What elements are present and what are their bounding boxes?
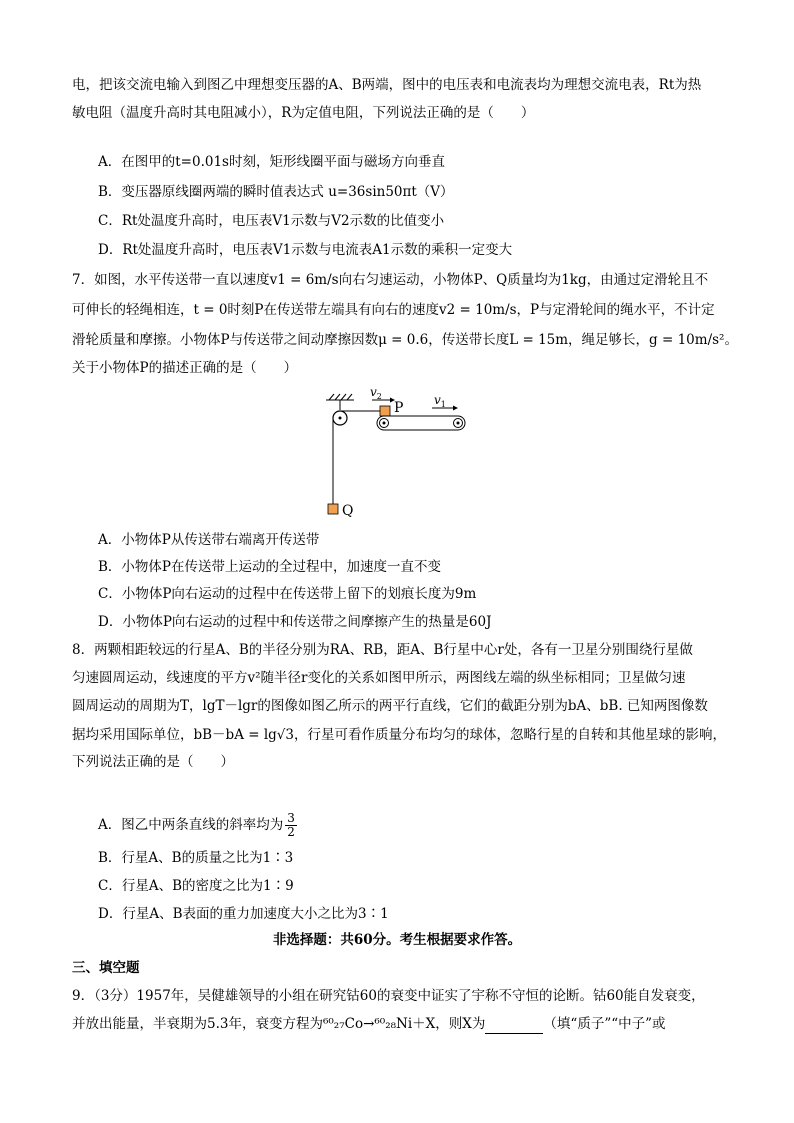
block-p (380, 406, 390, 416)
label-q: Q (342, 503, 354, 519)
q7-stem-line-2: 可伸长的轻绳相连，t = 0时刻P在传送带左端具有向右的速度v2 = 10m/s，P与定滑轮间的绳水平，不计定 (72, 302, 715, 318)
label-p: P (394, 400, 404, 416)
section-3-title: 三、填空题 (72, 960, 140, 976)
q6-option-c[interactable]: C．Rt处温度升高时，电压表V1示数与V2示数的比值变小 (98, 213, 445, 229)
q8-stem-line-5: 下列说法正确的是（ ） (72, 754, 234, 770)
q7-option-d[interactable]: D．小物体P向右运动的过程中和传送带之间摩擦产生的热量是60J (98, 614, 492, 630)
slope-fraction: $\frac{3}{2}$ (287, 811, 295, 839)
q6-option-d[interactable]: D．Rt处温度升高时，电压表V1示数与电流表A1示数的乘积一定变大 (98, 242, 513, 258)
answer-blank[interactable] (485, 1019, 543, 1034)
q8-stem-line-4: 据均采用国际单位，bB－bA = lg√3，行星可看作质量分布均匀的球体，忽略行星的自转和其他星球的影响， (72, 727, 726, 743)
q9-stem-line-1: 9．（3分）1957年，吴健雄领导的小组在研究钴60的衰变中证实了宇称不守恒的论断。钴60能自发衰变， (72, 988, 705, 1004)
q7-option-b[interactable]: B．小物体P在传送带上运动的全过程中，加速度一直不变 (98, 559, 442, 575)
q8-option-d[interactable]: D．行星A、B表面的重力加速度大小之比为3∶1 (98, 906, 389, 922)
q8-option-b[interactable]: B．行星A、B的质量之比为1∶3 (98, 850, 294, 866)
q7-option-a[interactable]: A．小物体P从传送带右端离开传送带 (98, 532, 320, 548)
ceiling-support (326, 394, 354, 410)
q9-stem-line-2: 并放出能量，半衰期为5.3年，衰变方程为⁶⁰₂₇Co→⁶⁰₂₈Ni＋X，则X为 （填“质子”“中子”或 (72, 1016, 666, 1032)
q8-stem-line-2: 匀速圆周运动，线速度的平方v²随半径r变化的关系如图甲所示，两图线左端的纵坐标相同；卫星做匀速 (72, 670, 686, 686)
block-q (328, 504, 338, 514)
q8-stem-line-1: 8．两颗相距较远的行星A、B的半径分别为RA、RB，距A、B行星中心r处，各有一卫星分别围绕行星做 (72, 642, 693, 658)
q7-stem-line-4: 关于小物体P的描述正确的是（ ） (72, 360, 298, 376)
conveyor-pulley-figure (320, 382, 480, 522)
q6-option-b[interactable]: B．变压器原线圈两端的瞬时值表达式 u=36sin50πt（V） (98, 184, 454, 200)
section-note: 非选择题：共60分。考生根据要求作答。 (272, 932, 522, 948)
q8-option-c[interactable]: C．行星A、B的密度之比为1∶9 (98, 878, 294, 894)
q7-stem-line-3: 滑轮质量和摩擦。小物体P与传送带之间动摩擦因数μ = 0.6，传送带长度L = 15m，绳足够长，g = 10m/s²。 (72, 332, 738, 348)
conveyor-belt (377, 416, 465, 430)
q6-stem-line-1: 电，把该交流电输入到图乙中理想变压器的A、B两端，图中的电压表和电流表均为理想交流电表，Rt为热 (72, 77, 702, 93)
q6-option-a[interactable]: A．在图甲的t=0.01s时刻，矩形线圈平面与磁场方向垂直 (98, 154, 445, 170)
decay-equation: ⁶⁰₂₇Co→⁶⁰₂₈Ni＋X (322, 1016, 436, 1032)
label-v1: $v_1$ (434, 393, 446, 409)
label-v2: $v_2$ (370, 385, 382, 401)
q8-option-a[interactable]: A．图乙中两条直线的斜率均为 $\frac{3}{2}$ (98, 811, 295, 839)
q8-stem-line-3: 圆周运动的周期为T，lgT－lgr的图像如图乙所示的两平行直线，它们的截距分别为bA、bB. 已知两图像数 (72, 698, 708, 714)
q7-option-c[interactable]: C．小物体P向右运动的过程中在传送带上留下的划痕长度为9m (98, 586, 477, 602)
q7-stem-line-1: 7．如图，水平传送带一直以速度v1 = 6m/s向右匀速运动，小物体P、Q质量均为1kg，由通过定滑轮且不 (72, 272, 709, 288)
q6-stem-line-2: 敏电阻（温度升高时其电阻减小），R为定值电阻，下列说法正确的是（ ） (72, 105, 535, 121)
